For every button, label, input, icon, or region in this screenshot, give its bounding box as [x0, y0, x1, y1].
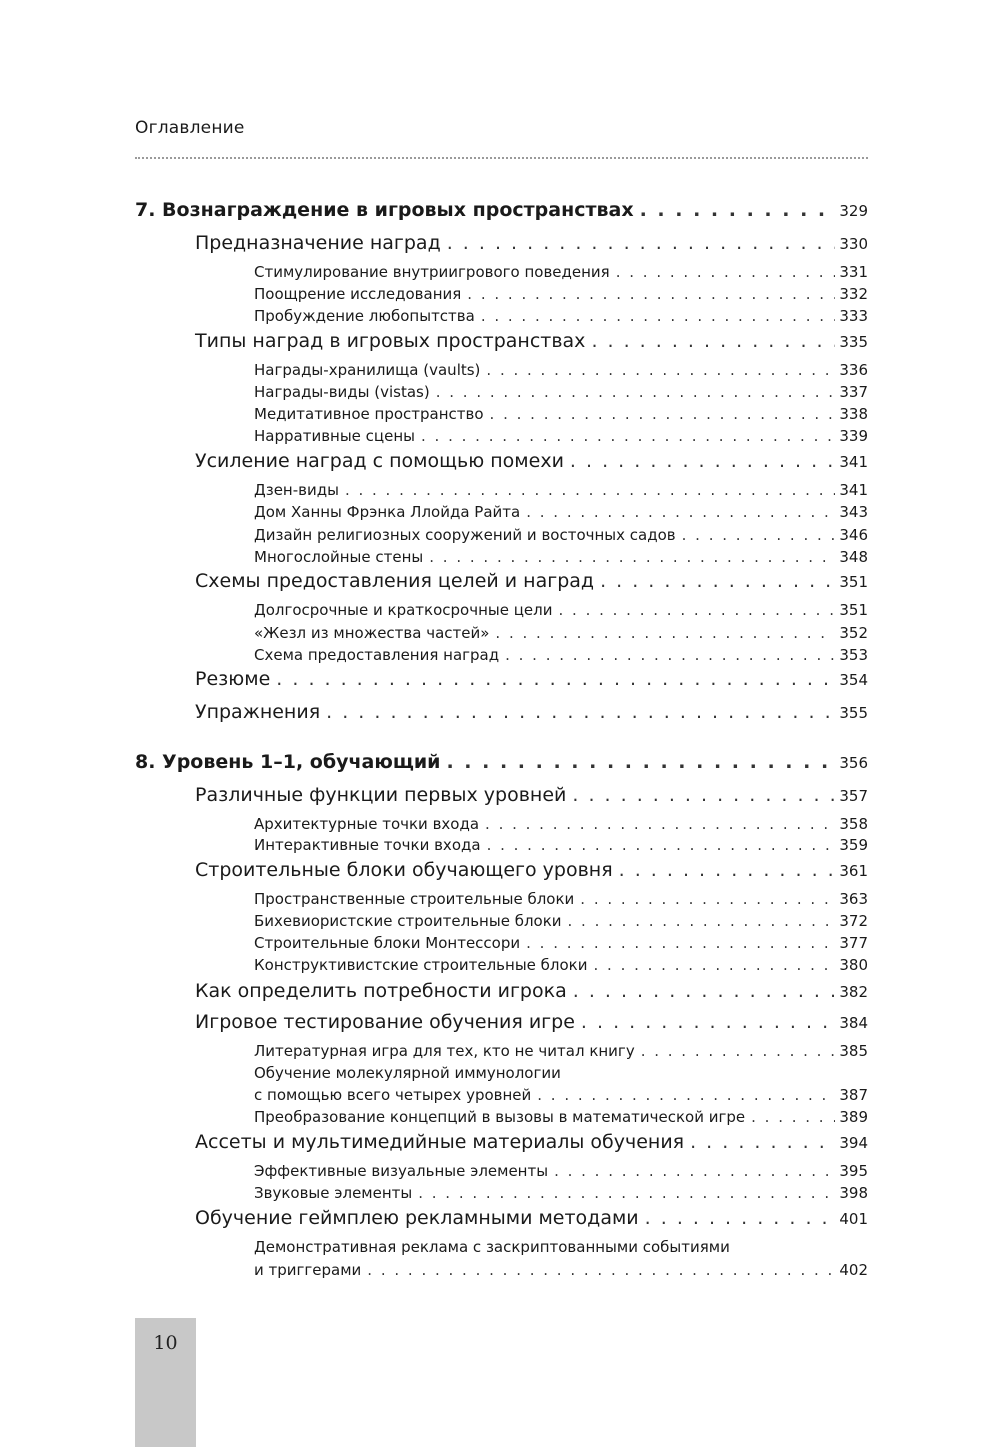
toc-dot-leader [505, 646, 835, 664]
toc-dot-leader [486, 361, 835, 379]
toc-entry-title: Упражнения [195, 701, 321, 723]
toc-dot-leader [591, 330, 835, 352]
toc-subsection-entry[interactable] [254, 956, 868, 974]
toc-subsection-entry[interactable] [254, 307, 868, 325]
toc-entry-title: Поощрение исследования [254, 285, 462, 303]
toc-dot-leader [580, 890, 835, 908]
toc-dot-leader [573, 980, 836, 1002]
toc-subsection-entry[interactable] [254, 383, 868, 401]
toc-entry-title: и триггерами [254, 1261, 362, 1279]
toc-entry-title: Дзен-виды [254, 481, 339, 499]
toc-subsection-entry[interactable] [254, 624, 868, 642]
toc-entry-title: Строительные блоки обучающего уровня [195, 859, 613, 881]
toc-entry-title: Ассеты и мультимедийные материалы обучения [195, 1131, 685, 1153]
toc-entry-title: Награды-хранилища (vaults) [254, 361, 481, 379]
toc-entry-title: Стимулирование внутриигрового поведения [254, 263, 610, 281]
toc-subsection-entry[interactable] [254, 405, 868, 423]
toc-entry-page: 351 [839, 573, 868, 591]
toc-subsection-entry[interactable] [254, 836, 868, 854]
toc-section-entry[interactable] [195, 668, 868, 690]
toc-entry-page: 401 [839, 1210, 868, 1228]
toc-entry-title: Схемы предоставления целей и наград [195, 570, 595, 592]
toc-dot-leader [572, 784, 835, 806]
toc-entry-page: 335 [839, 333, 868, 351]
toc-subsection-entry[interactable] [254, 1162, 868, 1180]
toc-entry-page: 395 [839, 1162, 868, 1180]
toc-subsection-entry[interactable] [254, 526, 868, 544]
toc-entry-title: Дизайн религиозных сооружений и восточных садов [254, 526, 676, 544]
toc-entry-page: 394 [839, 1134, 868, 1152]
toc-dot-leader [570, 450, 835, 472]
toc-entry-page: 359 [839, 836, 868, 854]
toc-section-entry[interactable] [195, 232, 868, 254]
toc-entry-title: с помощью всего четырех уровней [254, 1086, 532, 1104]
toc-dot-leader [429, 548, 835, 566]
toc-entry-page: 330 [839, 235, 868, 253]
toc-entry-page: 355 [839, 704, 868, 722]
toc-dot-leader [421, 427, 835, 445]
page-number-tab [135, 1318, 196, 1447]
toc-entry-page: 361 [839, 862, 868, 880]
toc-entry-page: 385 [839, 1042, 868, 1060]
toc-section-entry[interactable] [195, 570, 868, 592]
toc-dot-leader [559, 601, 836, 619]
toc-dot-leader [600, 570, 835, 592]
toc-dot-leader [485, 815, 835, 833]
toc-entry-page: 336 [839, 361, 868, 379]
toc-entry-page: 337 [839, 383, 868, 401]
toc-entry-page: 363 [839, 890, 868, 908]
toc-entry-page: 338 [839, 405, 868, 423]
toc-subsection-entry[interactable] [254, 285, 868, 303]
toc-subsection-entry-line1[interactable]: Обучение молекулярной иммунологии [254, 1064, 561, 1082]
toc-entry-title: Эффективные визуальные элементы [254, 1162, 549, 1180]
toc-entry-title: Типы наград в игровых пространствах [195, 330, 586, 352]
toc-dot-leader [594, 956, 836, 974]
toc-dot-leader [690, 1131, 835, 1153]
toc-section-entry[interactable] [195, 980, 868, 1002]
toc-entry-title: Как определить потребности игрока [195, 980, 567, 1002]
toc-entry-title: Звуковые элементы [254, 1184, 413, 1202]
toc-entry-page: 332 [839, 285, 868, 303]
toc-entry-title: Медитативное пространство [254, 405, 484, 423]
toc-dot-leader [487, 836, 836, 854]
toc-dot-leader [495, 624, 835, 642]
toc-subsection-entry[interactable] [254, 1184, 868, 1202]
toc-entry-page: 348 [839, 548, 868, 566]
running-header-title: Оглавление [135, 118, 245, 138]
toc-entry-title: 8. Уровень 1–1, обучающий [135, 751, 441, 773]
toc-dot-leader [619, 859, 836, 881]
toc-dot-leader [641, 1042, 836, 1060]
toc-entry-page: 358 [839, 815, 868, 833]
toc-entry-title: Конструктивистские строительные блоки [254, 956, 588, 974]
toc-section-entry[interactable] [195, 701, 868, 723]
toc-entry-page: 353 [839, 646, 868, 664]
toc-section-entry[interactable] [195, 330, 868, 352]
toc-chapter-entry[interactable] [135, 199, 868, 221]
toc-entry-page: 351 [839, 601, 868, 619]
toc-section-entry[interactable] [195, 1011, 868, 1033]
toc-entry-title: Литературная игра для тех, кто не читал книгу [254, 1042, 635, 1060]
toc-subsection-entry[interactable] [254, 481, 868, 499]
toc-subsection-entry[interactable] [254, 361, 868, 379]
toc-subsection-entry[interactable] [254, 646, 868, 664]
toc-dot-leader [326, 701, 835, 723]
toc-entry-page: 377 [839, 934, 868, 952]
toc-entry-title: Бихевиористские строительные блоки [254, 912, 562, 930]
toc-entry-page: 341 [839, 481, 868, 499]
toc-dot-leader [554, 1162, 835, 1180]
toc-dot-leader [276, 668, 835, 690]
toc-entry-title: «Жезл из множества частей» [254, 624, 490, 642]
toc-dot-leader [345, 481, 835, 499]
toc-entry-page: 333 [839, 307, 868, 325]
toc-dot-leader [446, 751, 835, 773]
toc-dot-leader [526, 934, 835, 952]
toc-entry-title: Архитектурные точки входа [254, 815, 480, 833]
toc-subsection-entry[interactable] [254, 548, 868, 566]
toc-dot-leader [682, 526, 836, 544]
toc-dot-leader [526, 503, 835, 521]
toc-entry-page: 339 [839, 427, 868, 445]
toc-entry-title: 7. Вознаграждение в игровых пространствах [135, 199, 634, 221]
toc-entry-title: Предназначение наград [195, 232, 441, 254]
toc-entry-title: Схема предоставления наград [254, 646, 500, 664]
toc-section-entry[interactable] [195, 859, 868, 881]
toc-subsection-entry[interactable] [254, 934, 868, 952]
toc-dot-leader [436, 383, 836, 401]
toc-dot-leader [447, 232, 836, 254]
toc-entry-page: 329 [839, 202, 868, 220]
toc-entry-title: Преобразование концепций в вызовы в математической игре [254, 1108, 746, 1126]
toc-entry-title: Пространственные строительные блоки [254, 890, 575, 908]
toc-entry-page: 384 [839, 1014, 868, 1032]
toc-entry-title: Пробуждение любопытства [254, 307, 475, 325]
toc-subsection-entry[interactable] [254, 601, 868, 619]
toc-entry-title: Усиление наград с помощью помехи [195, 450, 564, 472]
toc-entry-title: Нарративные сцены [254, 427, 416, 445]
toc-entry-page: 387 [839, 1086, 868, 1104]
toc-dot-leader [467, 285, 835, 303]
toc-entry-page: 352 [839, 624, 868, 642]
toc-section-entry[interactable] [195, 1207, 868, 1229]
toc-entry-page: 341 [839, 453, 868, 471]
toc-entry-title: Различные функции первых уровней [195, 784, 567, 806]
toc-section-entry[interactable] [195, 450, 868, 472]
toc-chapter-entry[interactable] [135, 751, 868, 773]
toc-subsection-entry[interactable] [254, 890, 868, 908]
toc-entry-page: 356 [839, 754, 868, 772]
toc-dot-leader [568, 912, 836, 930]
toc-subsection-entry[interactable] [254, 427, 868, 445]
toc-dot-leader [581, 1011, 835, 1033]
toc-subsection-entry[interactable] [254, 1108, 868, 1126]
toc-dot-leader [537, 1086, 835, 1104]
toc-entry-page: 354 [839, 671, 868, 689]
toc-entry-title: Обучение геймплею рекламными методами [195, 1207, 639, 1229]
toc-entry-page: 331 [839, 263, 868, 281]
toc-entry-page: 343 [839, 503, 868, 521]
toc-entry-page: 346 [839, 526, 868, 544]
toc-entry-title: Награды-виды (vistas) [254, 383, 430, 401]
toc-subsection-entry[interactable] [254, 1086, 868, 1104]
toc-subsection-entry[interactable] [254, 1261, 868, 1279]
page-number: 10 [153, 1332, 178, 1354]
toc-subsection-entry-line1[interactable]: Демонстративная реклама с заскриптованными событиями [254, 1238, 730, 1256]
toc-subsection-entry[interactable] [254, 263, 868, 281]
toc-entry-title: Долгосрочные и краткосрочные цели [254, 601, 553, 619]
toc-entry-page: 380 [839, 956, 868, 974]
toc-dot-leader [490, 405, 836, 423]
toc-subsection-entry[interactable] [254, 912, 868, 930]
toc-subsection-entry[interactable] [254, 503, 868, 521]
toc-dot-leader [751, 1108, 835, 1126]
toc-dot-leader [645, 1207, 836, 1229]
toc-section-entry[interactable] [195, 784, 868, 806]
toc-entry-page: 357 [839, 787, 868, 805]
toc-entry-title: Дом Ханны Фрэнка Ллойда Райта [254, 503, 521, 521]
toc-section-entry[interactable] [195, 1131, 868, 1153]
toc-entry-page: 372 [839, 912, 868, 930]
toc-dot-leader [640, 199, 836, 221]
toc-entry-page: 382 [839, 983, 868, 1001]
toc-entry-title: Игровое тестирование обучения игре [195, 1011, 575, 1033]
toc-dot-leader [616, 263, 836, 281]
toc-dot-leader [418, 1184, 835, 1202]
toc-entry-title: Интерактивные точки входа [254, 836, 481, 854]
toc-entry-page: 398 [839, 1184, 868, 1202]
toc-entry-page: 402 [839, 1261, 868, 1279]
toc-entry-title: Строительные блоки Монтессори [254, 934, 521, 952]
toc-dot-leader [481, 307, 836, 325]
toc-entry-page: 389 [839, 1108, 868, 1126]
toc-entry-title: Многослойные стены [254, 548, 424, 566]
toc-entry-title: Резюме [195, 668, 271, 690]
toc-dot-leader [367, 1261, 835, 1279]
toc-subsection-entry[interactable] [254, 815, 868, 833]
toc-subsection-entry[interactable] [254, 1042, 868, 1060]
